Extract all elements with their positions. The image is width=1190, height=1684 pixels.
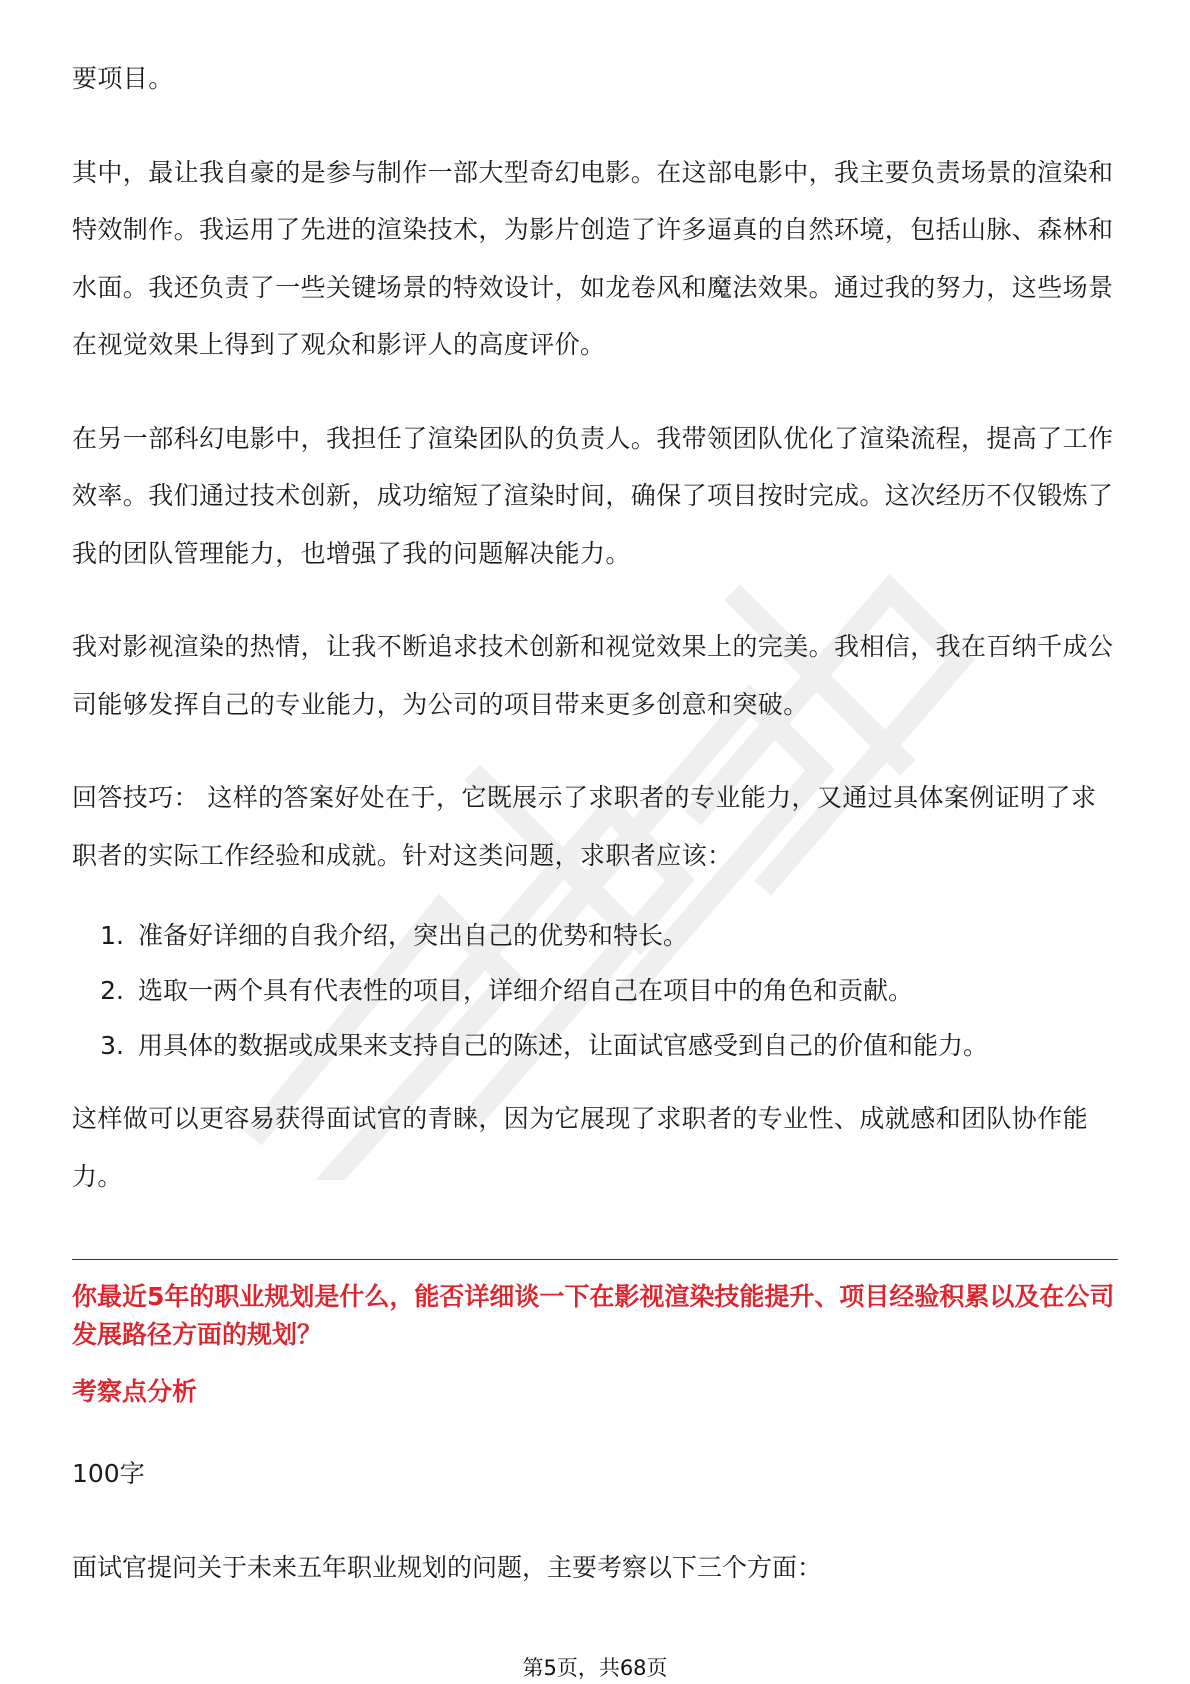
- analysis-intro: 面试官提问关于未来五年职业规划的问题，主要考察以下三个方面：: [72, 1553, 823, 1582]
- paragraph-fantasy-film: 其中，最让我自豪的是参与制作一部大型奇幻电影。在这部电影中，我主要负责场景的渲染和特效制作。我运用了先进的渲染技术，为影片创造了许多逼真的自然环境，包括山脉、森林和水面。我还负责了一些关键场景的特效设计，如龙卷风和魔法效果。通过我的努力，这些场景在视觉效果上得到了观众和影评人的高度评价。: [72, 157, 1114, 359]
- paragraph-passion: 我对影视渲染的热情，让我不断追求技术创新和视觉效果上的完美。我相信，我在百纳千成公司能够发挥自己的专业能力，为公司的项目带来更多创意和突破。: [72, 632, 1114, 719]
- paragraph-scifi-film: 在另一部科幻电影中，我担任了渲染团队的负责人。我带领团队优化了渲染流程，提高了工作效率。我们通过技术创新，成功缩短了渲染时间，确保了项目按时完成。这次经历不仅锻炼了我的团队管理能力，也增强了我的问题解决能力。: [72, 423, 1114, 568]
- list-text: 用具体的数据或成果来支持自己的陈述，让面试官感受到自己的价值和能力。: [138, 1031, 989, 1060]
- paragraph-continuation: 要项目。: [72, 64, 174, 93]
- section-divider: [72, 1259, 1118, 1260]
- list-item: [72, 920, 1118, 952]
- question-heading: 你最近5年的职业规划是什么，能否详细谈一下在影视渲染技能提升、项目经验积累以及在公司发展路径方面的规划？: [72, 1282, 1115, 1349]
- page-footer: 第5页，共68页: [522, 1656, 668, 1680]
- paragraph-answer-tips: 回答技巧： 这样的答案好处在于，它既展示了求职者的专业能力，又通过具体案例证明了求职者的实际工作经验和成就。针对这类问题，求职者应该：: [72, 783, 1097, 870]
- list-text: 选取一两个具有代表性的项目，详细介绍自己在项目中的角色和贡献。: [138, 976, 914, 1005]
- tips-list: [72, 920, 1118, 1062]
- analysis-heading: 考察点分析: [72, 1377, 198, 1406]
- paragraph-closing: 这样做可以更容易获得面试官的青睐，因为它展现了求职者的专业性、成就感和团队协作能力。: [72, 1104, 1089, 1191]
- list-number: 1.: [100, 921, 124, 950]
- list-text: 准备好详细的自我介绍，突出自己的优势和特长。: [138, 921, 689, 950]
- list-number: 2.: [100, 976, 124, 1005]
- list-item: [72, 1030, 1118, 1062]
- main-content: [72, 50, 1118, 1586]
- list-item: [72, 975, 1118, 1007]
- list-number: 3.: [100, 1031, 124, 1060]
- word-count: 100字: [72, 1459, 145, 1488]
